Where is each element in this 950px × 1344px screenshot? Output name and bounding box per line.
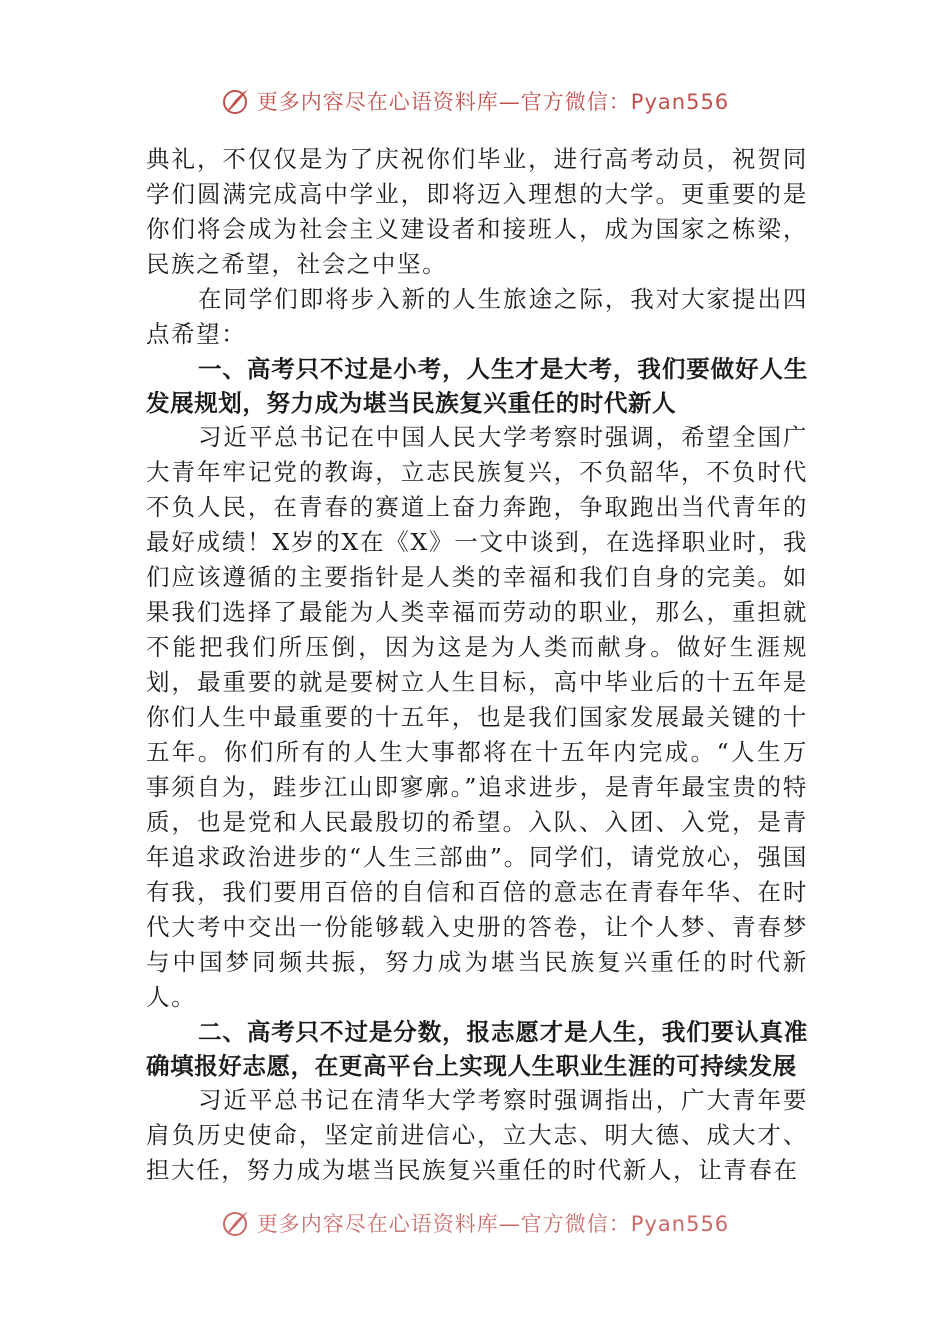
paragraph-1: 典礼，不仅仅是为了庆祝你们毕业，进行高考动员，祝贺同学们圆满完成高中学业，即将迈入理想的大学。更重要的是你们将会成为社会主义建设者和接班人，成为国家之栋梁，民族之希望，社会之中坚。 [146,145,808,278]
section-heading-2: 二、高考只不过是分数，报志愿才是人生，我们要认真准确填报好志愿，在更高平台上实现人生职业生涯的可持续发展 [146,1018,808,1080]
watermark-header-text: 更多内容尽在心语资料库—官方微信：Pyan556 [256,90,730,114]
watermark-footer-text: 更多内容尽在心语资料库—官方微信：Pyan556 [256,1212,730,1236]
watermark-footer [0,1208,950,1238]
paragraph-4: 习近平总书记在清华大学考察时强调指出，广大青年要肩负历史使命，坚定前进信心，立大志、明大德、成大才、担大任，努力成为堪当民族复兴重任的时代新人，让青春在 [146,1086,808,1184]
paragraph-2: 在同学们即将步入新的人生旅途之际，我对大家提出四点希望： [146,285,808,348]
quill-logo-icon [221,86,251,116]
section-heading-1: 一、高考只不过是小考，人生才是大考，我们要做好人生发展规划，努力成为堪当民族复兴重任的时代新人 [146,355,808,417]
quill-logo-icon [221,1208,251,1238]
watermark-header [0,86,950,116]
document-body [146,142,808,1188]
paragraph-3: 习近平总书记在中国人民大学考察时强调，希望全国广大青年牢记党的教诲，立志民族复兴，不负韶华，不负时代不负人民，在青春的赛道上奋力奔跑，争取跑出当代青年的最好成绩！X岁的X在《X》一文中谈到，在选择职业时，我们应该遵循的主要指针是人类的幸福和我们自身的完美。如果我们选择了最能为人类幸福而劳动的职业，那么，重担就不能把我们所压倒，因为这是为人类而献身。做好生涯规划，最重要的就是要树立人生目标，高中毕业后的十五年是你们人生中最重要的十五年，也是我们国家发展最关键的十五年。你们所有的人生大事都将在十五年内完成。“人生万事须自为，跬步江山即寥廓。”追求进步，是青年最宝贵的特质，也是党和人民最殷切的希望。入队、入团、入党，是青年追求政治进步的“人生三部曲”。同学们，请党放心，强国有我，我们要用百倍的自信和百倍的意志在青春年华、在时代大考中交出一份能够载入史册的答卷，让个人梦、青春梦与中国梦同频共振，努力成为堪当民族复兴重任的时代新人。 [146,423,808,1011]
